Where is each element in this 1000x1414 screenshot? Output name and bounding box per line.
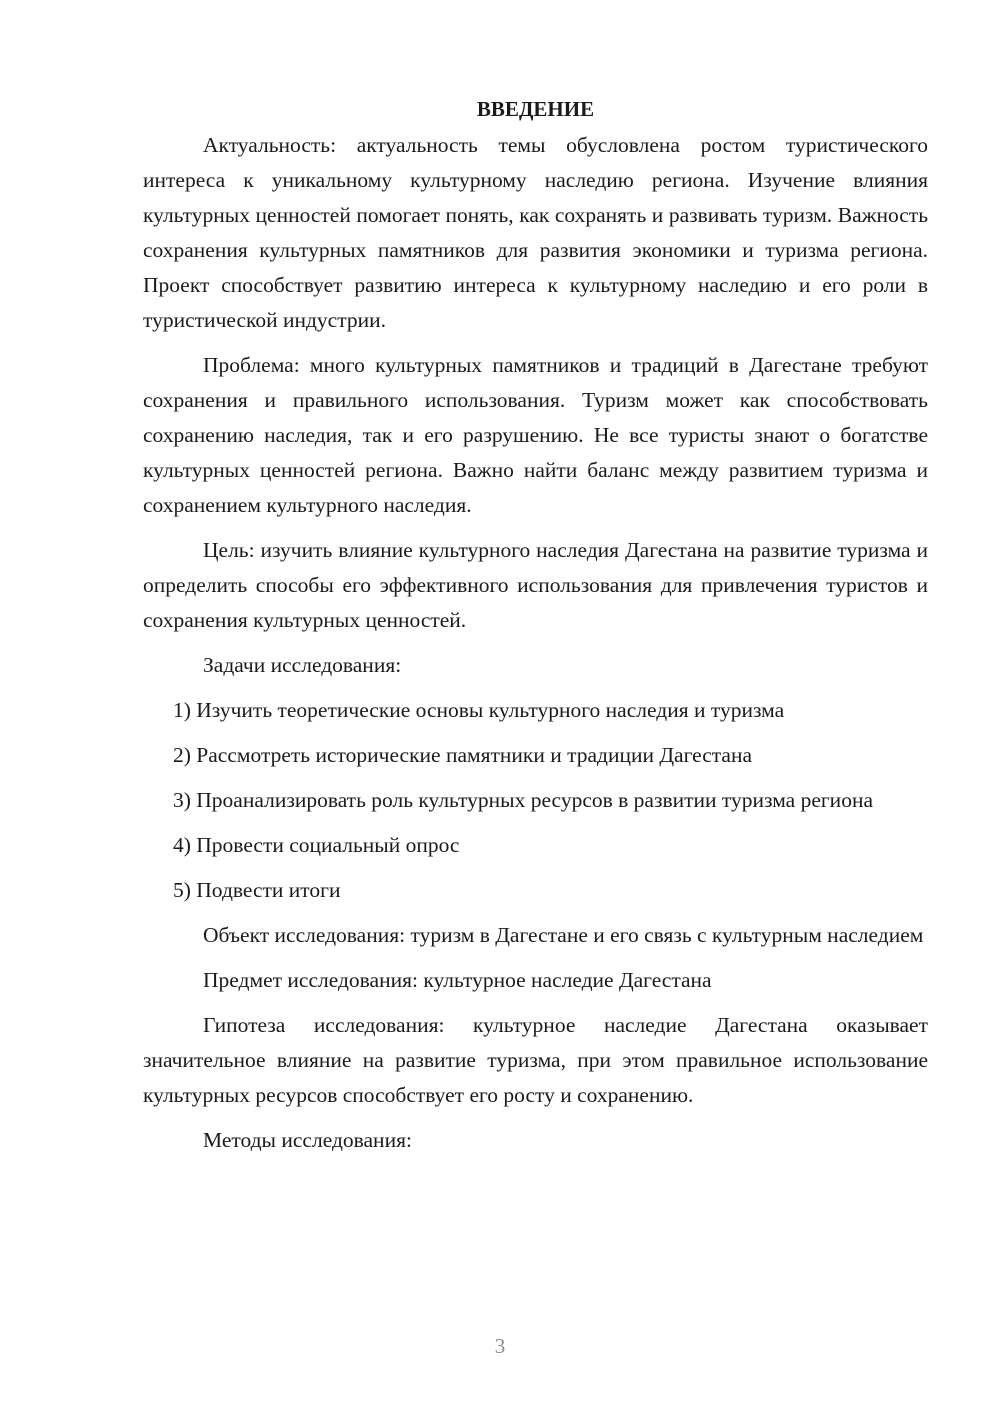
page-number: 3 <box>494 1334 506 1358</box>
section-title: ВВЕДЕНИЕ <box>476 97 595 121</box>
task-item-5: 5) Подвести итоги <box>173 878 341 902</box>
task-item-2: 2) Рассмотреть исторические памятники и традиции Дагестана <box>173 743 752 767</box>
hypothesis-paragraph: Гипотеза исследования: культурное наследие Дагестана оказывает значительное влияние на развитие туризма, при этом правильное использование культурных ресурсов способствует его росту и сохранению. <box>143 1013 928 1107</box>
task-item-4: 4) Провести социальный опрос <box>173 833 460 857</box>
task-item-1: 1) Изучить теоретические основы культурного наследия и туризма <box>173 698 785 722</box>
task-item-3: 3) Проанализировать роль культурных ресурсов в развитии туризма региона <box>173 788 873 812</box>
document-page <box>143 92 928 1158</box>
research-subject-paragraph: Предмет исследования: культурное наследие Дагестана <box>203 968 712 992</box>
research-object-paragraph: Объект исследования: туризм в Дагестане и его связь с культурным наследием <box>203 923 924 947</box>
tasks-heading: Задачи исследования: <box>203 653 402 677</box>
goal-paragraph: Цель: изучить влияние культурного наследия Дагестана на развитие туризма и определить способы его эффективного использования для привлечения туристов и сохранения культурных ценностей. <box>143 538 928 632</box>
problem-paragraph: Проблема: много культурных памятников и традиций в Дагестане требуют сохранения и правильного использования. Туризм может как способствовать сохранению наследия, так и его разрушению. Не все туристы знают о богатстве культурных ценностей региона. Важно найти баланс между развитием туризма и сохранением культурного наследия. <box>143 353 928 517</box>
methods-heading: Методы исследования: <box>203 1128 412 1152</box>
relevance-paragraph: Актуальность: актуальность темы обусловлена ростом туристического интереса к уникальному культурному наследию региона. Изучение влияния культурных ценностей помогает понять, как сохранять и развивать туризм. Важность сохранения культурных памятников для развития экономики и туризма региона. Проект способствует развитию интереса к культурному наследию и его роли в туристической индустрии. <box>143 133 928 332</box>
